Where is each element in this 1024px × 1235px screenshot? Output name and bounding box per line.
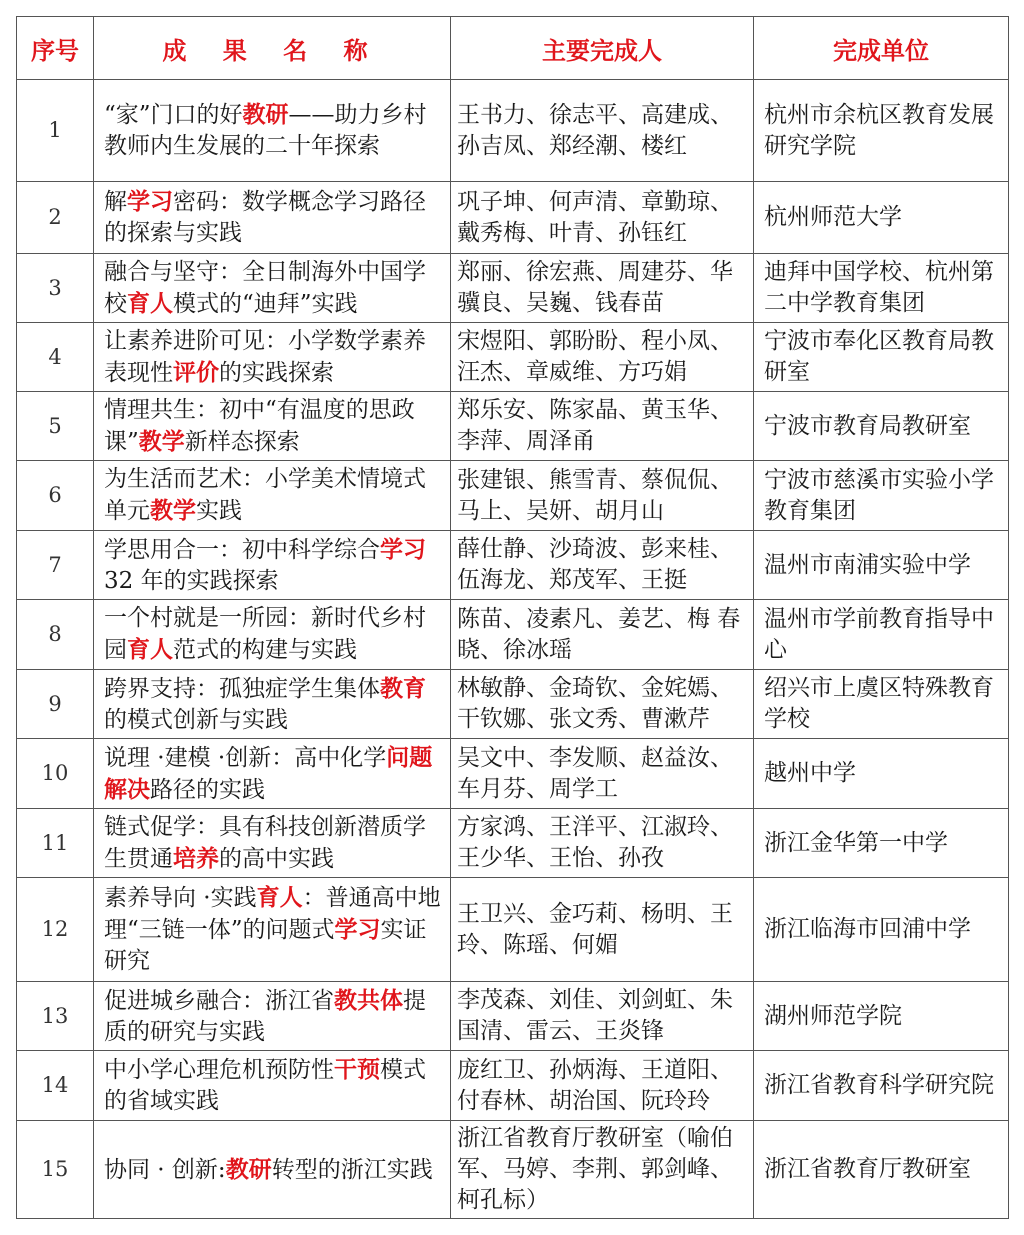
title-text: 密码：数学概念学习路径的探索与实践 — [104, 189, 426, 246]
achievement-name — [94, 982, 451, 1051]
achievement-name — [94, 739, 451, 809]
highlight-keyword: 教共体 — [334, 986, 403, 1014]
table-row — [17, 323, 1009, 392]
highlight-keyword: 问题解决 — [104, 743, 433, 803]
achievement-name — [94, 670, 451, 739]
header-name: 成 果 名 称 — [94, 17, 451, 80]
achievement-table — [16, 16, 1009, 1219]
completing-unit: 越州中学 — [754, 739, 1009, 809]
main-contributors: 林敏静、金琦钦、金姹嫣、干钦娜、张文秀、曹漱芹 — [451, 670, 754, 739]
title-text: 转型的浙江实践 — [271, 1156, 433, 1183]
row-index: 6 — [17, 461, 94, 531]
highlight-keyword: 育人 — [127, 636, 173, 663]
title-text: 中小学心理危机预防性 — [104, 1057, 334, 1083]
main-contributors: 李茂森、刘佳、刘剑虹、朱国清、雷云、王炎锋 — [451, 982, 754, 1051]
table-row — [17, 670, 1009, 739]
title-text: 新样态探索 — [184, 428, 300, 455]
title-text: 32 年的实践探索 — [104, 567, 279, 594]
achievement-name — [94, 392, 451, 461]
main-contributors: 薛仕静、沙琦波、彭来桂、伍海龙、郑茂军、王挺 — [451, 531, 754, 600]
highlight-keyword: 学习 — [380, 535, 426, 563]
title-text: 的实践探索 — [219, 359, 334, 386]
title-text: 实践 — [196, 498, 242, 524]
row-index: 11 — [17, 809, 94, 878]
table-row — [17, 392, 1009, 461]
main-contributors: 郑丽、徐宏燕、周建芬、华骥良、吴巍、钱春苗 — [451, 254, 754, 323]
row-index: 12 — [17, 878, 94, 982]
row-index: 2 — [17, 182, 94, 254]
highlight-keyword: 教育 — [380, 674, 426, 702]
table-row — [17, 254, 1009, 323]
title-text: 素养导向 ·实践 — [104, 885, 257, 911]
title-text: 模式的省域实践 — [104, 1057, 426, 1114]
row-index: 7 — [17, 531, 94, 600]
table-row — [17, 1051, 1009, 1121]
title-text: 实证研究 — [104, 917, 427, 974]
achievement-name — [94, 182, 451, 254]
table-row — [17, 1121, 1009, 1219]
main-contributors: 王书力、徐志平、高建成、孙吉凤、郑经潮、楼红 — [451, 80, 754, 182]
title-text: 的模式创新与实践 — [104, 706, 288, 733]
highlight-keyword: 学习 — [334, 916, 381, 943]
main-contributors: 王卫兴、金巧莉、杨明、王玲、陈瑶、何媚 — [451, 878, 754, 982]
completing-unit: 浙江金华第一中学 — [754, 809, 1009, 878]
achievement-name — [94, 80, 451, 182]
title-text: 的高中实践 — [219, 845, 334, 872]
header-index: 序号 — [17, 17, 94, 80]
highlight-keyword: 干预 — [334, 1056, 380, 1083]
main-contributors: 浙江省教育厅教研室（喻伯军、马婷、李荆、郭剑峰、柯孔标） — [451, 1121, 754, 1219]
table-row — [17, 982, 1009, 1051]
completing-unit: 温州市学前教育指导中心 — [754, 600, 1009, 670]
highlight-keyword: 教研 — [225, 1155, 272, 1183]
completing-unit: 浙江临海市回浦中学 — [754, 878, 1009, 982]
title-text: 链式促学：具有科技创新潜质学生贯通 — [104, 813, 426, 872]
row-index: 10 — [17, 739, 94, 809]
main-contributors: 方家鸿、王洋平、江淑玲、王少华、王怡、孙孜 — [451, 809, 754, 878]
completing-unit: 浙江省教育科学研究院 — [754, 1051, 1009, 1121]
title-text: 促进城乡融合：浙江省 — [104, 987, 334, 1014]
row-index: 13 — [17, 982, 94, 1051]
highlight-keyword: 评价 — [173, 358, 219, 386]
row-index: 4 — [17, 323, 94, 392]
completing-unit: 宁波市教育局教研室 — [754, 392, 1009, 461]
highlight-keyword: 教学 — [150, 497, 196, 524]
achievement-name — [94, 809, 451, 878]
completing-unit: 宁波市慈溪市实验小学教育集团 — [754, 461, 1009, 531]
highlight-keyword: 培养 — [173, 844, 219, 872]
title-text: 跨界支持：孤独症学生集体 — [104, 675, 380, 702]
title-text: 范式的构建与实践 — [173, 637, 357, 663]
row-index: 15 — [17, 1121, 94, 1219]
achievement-name — [94, 878, 451, 982]
row-index: 3 — [17, 254, 94, 323]
title-text: 协同 · 创新: — [104, 1156, 226, 1183]
title-text: ：普通高中地理“三链一体”的问题式 — [104, 885, 441, 943]
table-header-row — [17, 17, 1009, 80]
title-text: 说理 ·建模 ·创新：高中化学 — [104, 744, 387, 771]
table-row — [17, 182, 1009, 254]
highlight-keyword: 学习 — [127, 188, 173, 215]
title-text: 提质的研究与实践 — [104, 987, 426, 1045]
title-text: 模式的“迪拜”实践 — [173, 290, 358, 317]
title-text: ——助力乡村教师内生发展的二十年探索 — [104, 102, 427, 159]
main-contributors: 吴文中、李发顺、赵益汝、车月芬、周学工 — [451, 739, 754, 809]
completing-unit: 迪拜中国学校、杭州第二中学教育集团 — [754, 254, 1009, 323]
completing-unit: 宁波市奉化区教育局教研室 — [754, 323, 1009, 392]
row-index: 1 — [17, 80, 94, 182]
table-row — [17, 600, 1009, 670]
completing-unit: 杭州市余杭区教育发展研究学院 — [754, 80, 1009, 182]
title-text: 解 — [104, 189, 127, 215]
main-contributors: 巩子坤、何声清、章勤琼、戴秀梅、叶青、孙钰红 — [451, 182, 754, 254]
achievement-name — [94, 1051, 451, 1121]
table-body — [17, 80, 1009, 1219]
table-row — [17, 809, 1009, 878]
row-index: 5 — [17, 392, 94, 461]
table-row — [17, 531, 1009, 600]
header-unit: 完成单位 — [754, 17, 1009, 80]
title-text: 为生活而艺术：小学美术情境式单元 — [104, 466, 426, 524]
title-text: 一个村就是一所园：新时代乡村园 — [104, 605, 426, 663]
highlight-keyword: 育人 — [127, 289, 173, 317]
completing-unit: 绍兴市上虞区特殊教育学校 — [754, 670, 1009, 739]
title-text: 让素养进阶可见：小学数学素养表现性 — [104, 327, 426, 386]
main-contributors: 张建银、熊雪青、蔡侃侃、马上、吴妍、胡月山 — [451, 461, 754, 531]
title-text: “家”门口的好 — [104, 102, 243, 128]
table-row — [17, 878, 1009, 982]
achievement-name — [94, 1121, 451, 1219]
title-text: 情理共生：初中“有温度的思政课” — [104, 396, 415, 455]
highlight-keyword: 育人 — [256, 884, 303, 911]
table-row — [17, 739, 1009, 809]
completing-unit: 温州市南浦实验中学 — [754, 531, 1009, 600]
completing-unit: 杭州师范大学 — [754, 182, 1009, 254]
completing-unit: 湖州师范学院 — [754, 982, 1009, 1051]
achievement-name — [94, 531, 451, 600]
header-people: 主要完成人 — [451, 17, 754, 80]
achievement-name — [94, 254, 451, 323]
row-index: 14 — [17, 1051, 94, 1121]
row-index: 8 — [17, 600, 94, 670]
completing-unit: 浙江省教育厅教研室 — [754, 1121, 1009, 1219]
achievement-name — [94, 323, 451, 392]
main-contributors: 陈苗、凌素凡、姜艺、梅 春晓、徐冰瑶 — [451, 600, 754, 670]
row-index: 9 — [17, 670, 94, 739]
achievement-name — [94, 461, 451, 531]
highlight-keyword: 教学 — [138, 427, 185, 455]
table-row — [17, 80, 1009, 182]
main-contributors: 宋煜阳、郭盼盼、程小凤、汪杰、章威维、方巧娟 — [451, 323, 754, 392]
title-text: 融合与坚守：全日制海外中国学校 — [104, 258, 426, 317]
achievement-name — [94, 600, 451, 670]
title-text: 学思用合一：初中科学综合 — [104, 536, 380, 563]
main-contributors: 郑乐安、陈家晶、黄玉华、李萍、周泽甬 — [451, 392, 754, 461]
table-row — [17, 461, 1009, 531]
main-contributors: 庞红卫、孙炳海、王道阳、付春林、胡治国、阮玲玲 — [451, 1051, 754, 1121]
highlight-keyword: 教研 — [242, 101, 289, 128]
achievement-table-container — [16, 16, 1009, 1219]
title-text: 路径的实践 — [150, 776, 265, 803]
